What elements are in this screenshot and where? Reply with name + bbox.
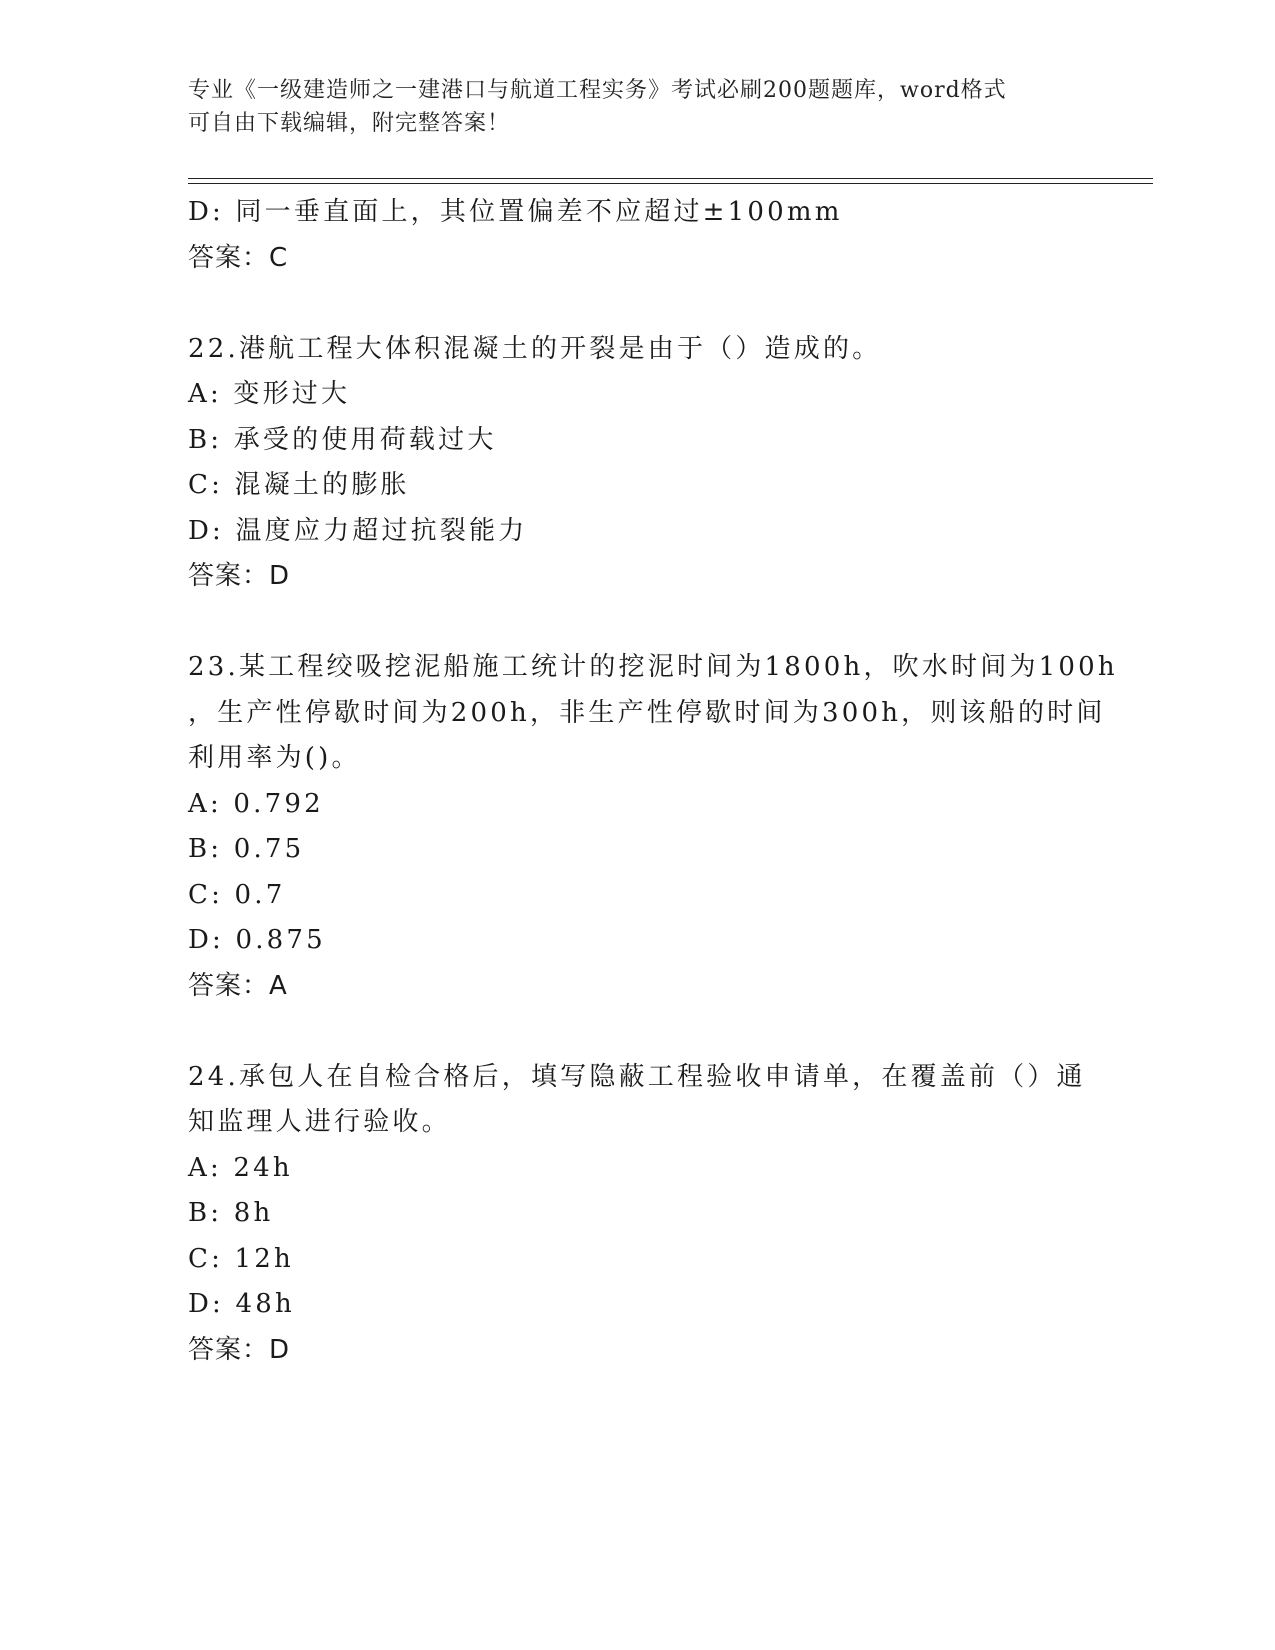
spacer [188, 281, 1088, 327]
question-24 [188, 1055, 1088, 1374]
answer-line: 答案：C [188, 242, 289, 273]
document-header [188, 74, 1088, 140]
answer-line: 答案：D [188, 561, 291, 591]
option-c: C: 混凝土的膨胀 [188, 470, 410, 500]
option-d: D: 0.875 [188, 925, 326, 955]
question-22 [188, 327, 1088, 600]
option-c: C: 0.7 [188, 879, 286, 910]
option-d: D: 温度应力超过抗裂能力 [188, 515, 528, 546]
option-b: B: 0.75 [188, 834, 305, 864]
header-divider-top [188, 178, 1153, 179]
question-stem-continued: 利用率为()。 [188, 743, 361, 773]
option-d: D: 同一垂直面上，其位置偏差不应超过±100mm [188, 197, 843, 227]
option-a: A: 24h [188, 1152, 293, 1183]
question-stem: 23.某工程绞吸挖泥船施工统计的挖泥时间为1800h，吹水时间为100h [188, 652, 1118, 682]
option-b: B: 8h [188, 1198, 274, 1228]
spacer [188, 600, 1088, 646]
option-b: B: 承受的使用荷载过大 [188, 424, 497, 455]
question-stem: 22.港航工程大体积混凝土的开裂是由于（）造成的。 [188, 333, 882, 364]
option-a: A: 0.792 [188, 788, 324, 819]
option-c: C: 12h [188, 1243, 294, 1274]
question-stem-continued: 知监理人进行验收。 [188, 1107, 451, 1137]
option-a: A: 变形过大 [188, 379, 351, 409]
header-divider-bottom [188, 183, 1153, 184]
question-23 [188, 645, 1118, 1009]
header-title-line-2: 可自由下载编辑，附完整答案！ [188, 111, 511, 136]
header-title-line-1: 专业《一级建造师之一建港口与航道工程实务》考试必刷200题题库，word格式 [188, 78, 1007, 103]
answer-line: 答案：A [188, 970, 288, 1001]
option-d: D: 48h [188, 1289, 295, 1319]
spacer [188, 1009, 1088, 1055]
question-list [188, 190, 1118, 1373]
answer-line: 答案：D [188, 1334, 291, 1365]
previous-question-tail [188, 190, 1088, 281]
question-stem-continued: ，生产性停歇时间为200h，非生产性停歇时间为300h，则该船的时间 [188, 697, 1106, 728]
question-stem: 24.承包人在自检合格后，填写隐蔽工程验收申请单，在覆盖前（）通 [188, 1061, 1086, 1092]
